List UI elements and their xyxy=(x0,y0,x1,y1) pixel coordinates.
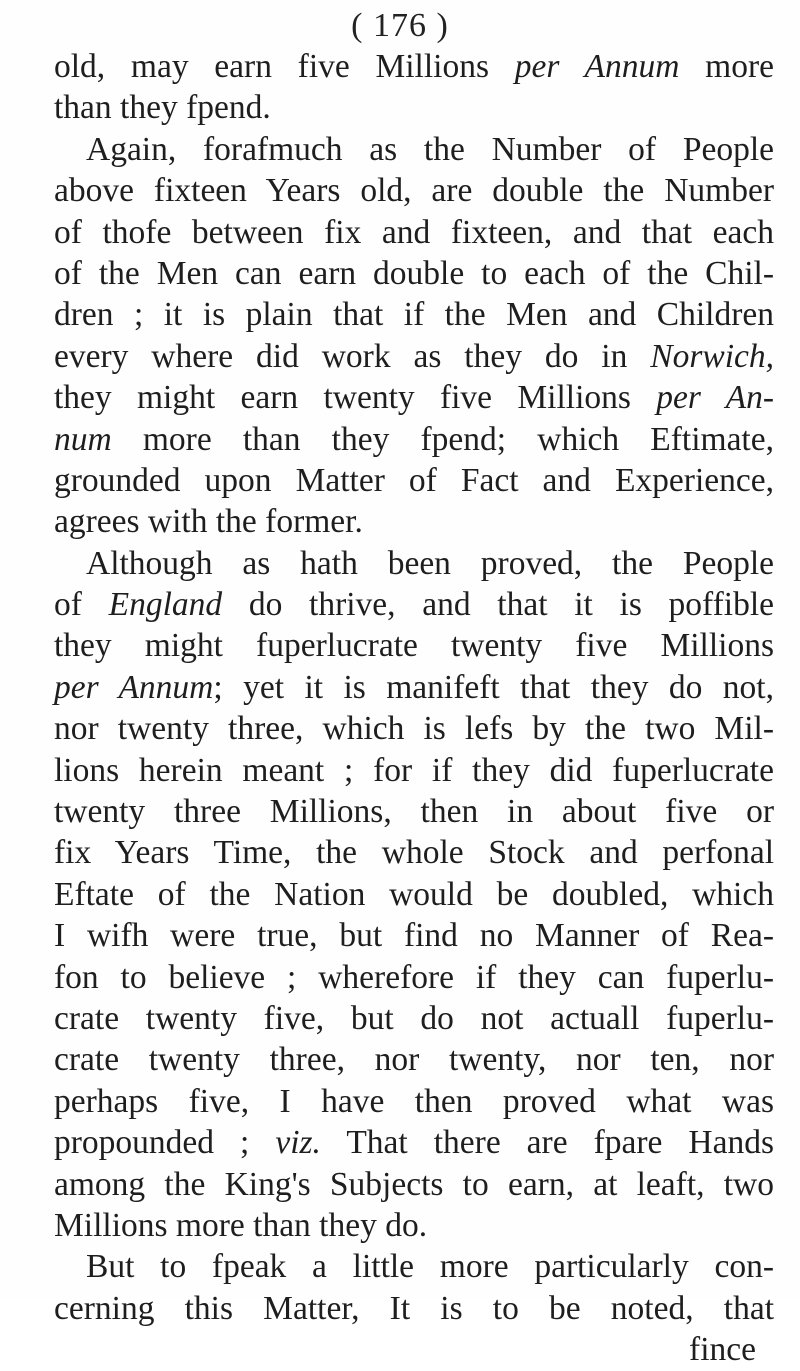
text-segment: every where did work as they do in xyxy=(54,337,651,375)
text-line xyxy=(54,336,774,377)
text-line xyxy=(54,1081,774,1122)
text-segment: among the King's Subjects to earn, at leaft, two xyxy=(54,1165,774,1203)
text-segment: old, may earn five Millions xyxy=(54,48,515,85)
text-segment: do thrive, and that it is poffible xyxy=(222,586,774,624)
text-segment: Eftate of the Nation would be doubled, which xyxy=(54,875,774,913)
text-segment: crate twenty five, but do not actuall fuperlu- xyxy=(54,999,774,1037)
body-text xyxy=(54,46,774,1371)
text-line xyxy=(54,419,774,460)
text-line xyxy=(54,377,774,418)
italic-text: per Annum xyxy=(514,48,680,85)
italic-text: per An- xyxy=(656,379,774,417)
text-segment: above fixteen Years old, are double the Number xyxy=(54,172,774,210)
text-segment: crate twenty three, nor twenty, nor ten, nor xyxy=(54,1041,774,1079)
text-line xyxy=(54,294,774,335)
text-segment: more than they fpend; which Eftimate, xyxy=(111,420,774,458)
text-line xyxy=(54,750,774,791)
text-line xyxy=(54,501,774,542)
page-number: ( 176 ) xyxy=(351,7,449,44)
text-line xyxy=(54,667,774,708)
italic-text: per Annum xyxy=(54,668,214,706)
text-line xyxy=(54,874,774,915)
text-line xyxy=(54,87,774,128)
text-line xyxy=(54,1164,774,1205)
text-line xyxy=(54,584,774,625)
text-segment: of thofe between fix and fixteen, and that each xyxy=(54,213,774,251)
catchword xyxy=(54,1329,774,1370)
text-segment: That there are fpare Hands xyxy=(320,1124,774,1162)
text-segment: Millions more than they do. xyxy=(54,1206,428,1244)
text-segment: than they fpend. xyxy=(54,89,271,127)
text-line xyxy=(54,708,774,749)
text-segment: more xyxy=(679,48,774,85)
text-line xyxy=(54,791,774,832)
text-segment: propounded ; xyxy=(54,1124,276,1162)
text-segment: Again, forafmuch as the Number of People xyxy=(86,130,774,168)
text-segment: Although as hath been proved, the People xyxy=(86,544,774,582)
text-segment: nor twenty three, which is lefs by the two Mil- xyxy=(54,710,774,748)
text-segment: dren ; it is plain that if the Men and Children xyxy=(54,296,774,334)
italic-text: num xyxy=(54,420,112,458)
text-segment: they might fuperlucrate twenty five Millions xyxy=(54,627,774,665)
text-line xyxy=(54,1288,774,1329)
text-line xyxy=(54,915,774,956)
text-segment: they might earn twenty five Millions xyxy=(54,379,657,417)
text-segment: fince xyxy=(689,1331,756,1369)
text-segment: fon to believe ; wherefore if they can fuperlu- xyxy=(54,958,774,996)
text-line xyxy=(54,1122,774,1163)
text-line xyxy=(54,1246,774,1287)
text-segment: fix Years Time, the whole Stock and perfonal xyxy=(54,834,774,872)
text-segment: ; yet it is manifeft that they do not, xyxy=(213,668,774,706)
italic-text: England xyxy=(108,586,223,624)
text-segment: But to fpeak a little more particularly con- xyxy=(86,1248,774,1286)
text-line xyxy=(54,625,774,666)
text-segment: of the Men can earn double to each of the Chil- xyxy=(54,254,774,292)
italic-text: viz. xyxy=(275,1124,321,1162)
text-line xyxy=(54,543,774,584)
text-line xyxy=(54,129,774,170)
text-segment: twenty three Millions, then in about five or xyxy=(54,793,774,831)
text-segment: grounded upon Matter of Fact and Experience, xyxy=(54,461,774,499)
text-line xyxy=(54,212,774,253)
text-segment: lions herein meant ; for if they did fuperlucrate xyxy=(54,751,774,789)
text-segment: cerning this Matter, It is to be noted, that xyxy=(54,1289,774,1327)
text-line xyxy=(54,46,774,87)
text-line xyxy=(54,170,774,211)
text-line xyxy=(54,832,774,873)
text-segment: of xyxy=(54,586,109,624)
text-line xyxy=(54,998,774,1039)
text-line xyxy=(54,253,774,294)
text-line xyxy=(54,1039,774,1080)
text-line xyxy=(54,957,774,998)
italic-text: Norwich, xyxy=(650,337,774,375)
text-segment: perhaps five, I have then proved what was xyxy=(54,1082,774,1120)
text-line xyxy=(54,1205,774,1246)
text-line xyxy=(54,460,774,501)
text-segment: I wifh were true, but find no Manner of Rea- xyxy=(54,917,774,955)
text-segment: agrees with the former. xyxy=(54,503,363,541)
